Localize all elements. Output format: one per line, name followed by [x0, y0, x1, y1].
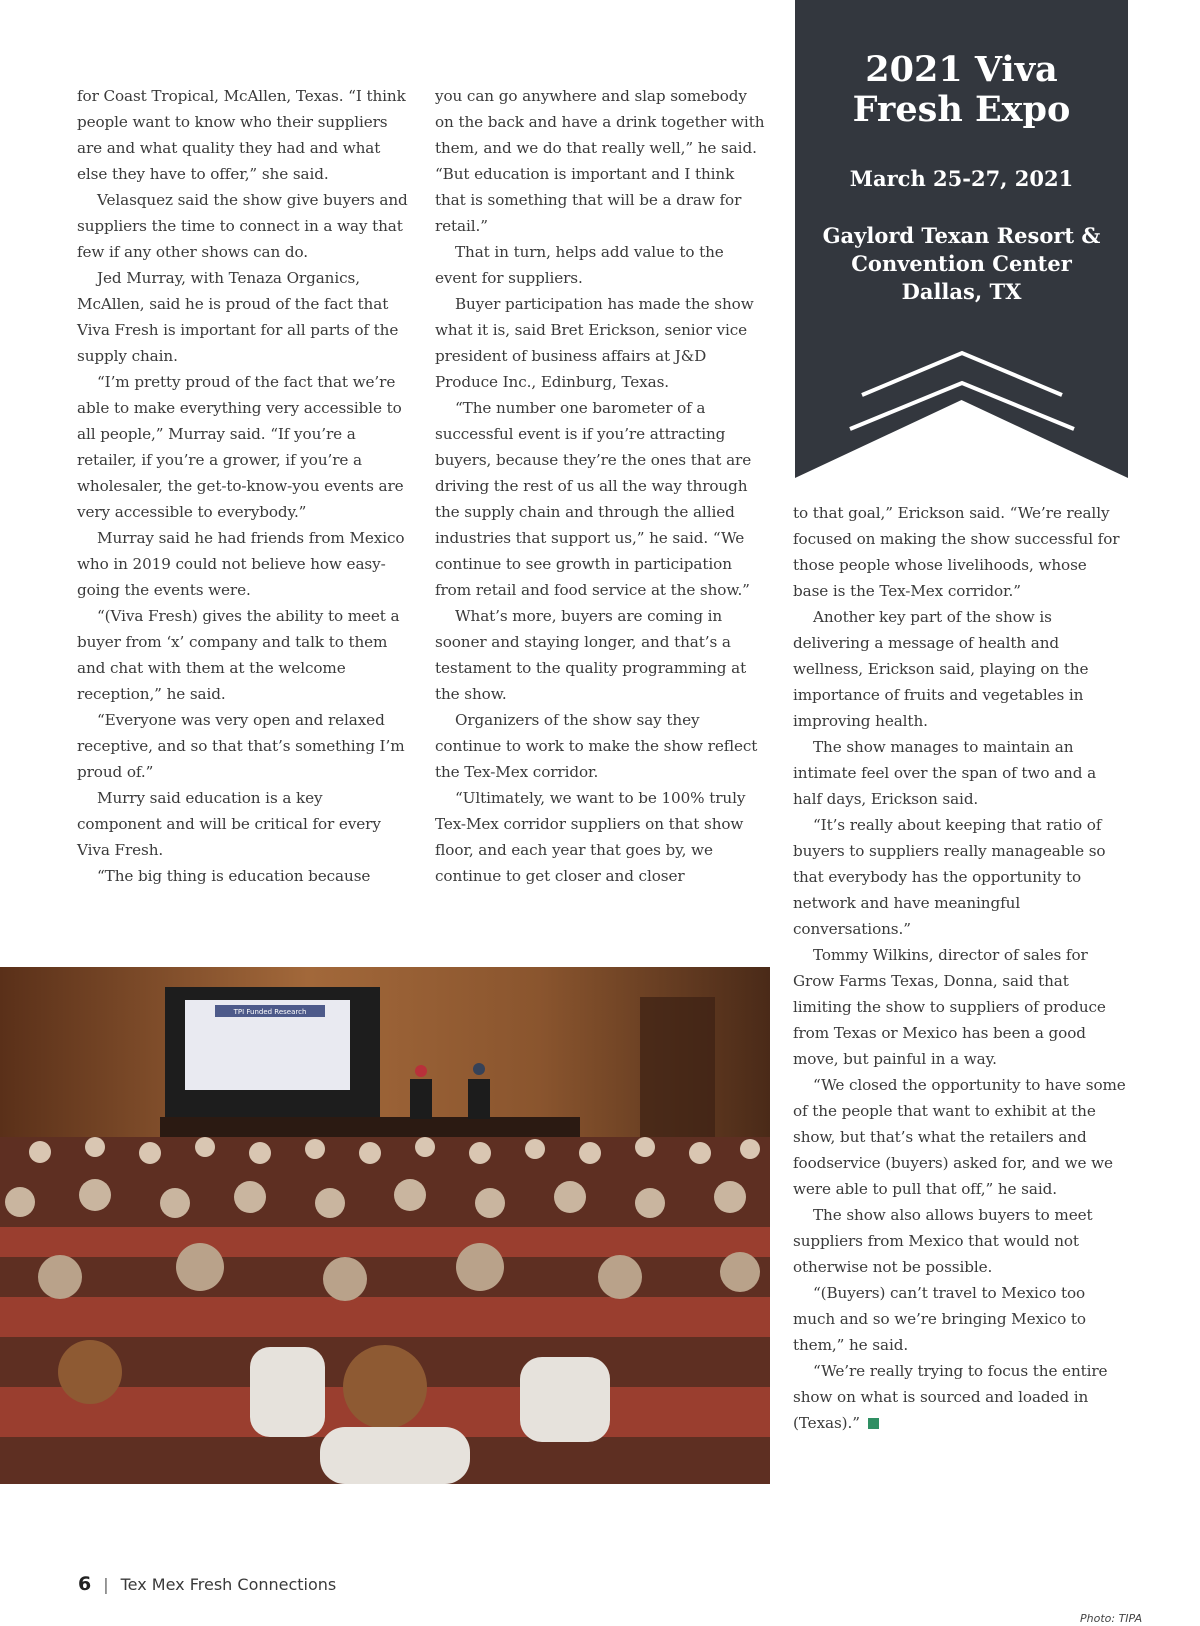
banner-dates: March 25-27, 2021	[849, 166, 1074, 191]
paragraph: Velasquez said the show give buyers and suppliers the time to connect in a way that few if any other shows can do.	[77, 191, 408, 261]
publication-name: Tex Mex Fresh Connections	[120, 1574, 337, 1594]
paragraph: Organizers of the show say they continue to work to make the show reflect the Tex-Mex corridor.	[435, 711, 758, 781]
article-column-3	[793, 500, 1126, 1436]
paragraph: “Ultimately, we want to be 100% truly Tex-Mex corridor suppliers on that show floor, and each year that goes by, we continue to get closer and closer	[435, 789, 746, 885]
paragraph: “I’m pretty proud of the fact that we’re able to make everything very accessible to all people,” Murray said. “If you’re a retailer, if you’re a grower, if you’re a wholesaler, the get-to-know-you events are very accessible to everybody.”	[77, 373, 404, 521]
paragraph: you can go anywhere and slap somebody on the back and have a drink together with them, and we do that really well,” he said. “But education is important and I think that is something that will be a draw for retail.”	[435, 87, 765, 235]
paragraph: The show manages to maintain an intimate feel over the span of two and a half days, Erickson said.	[793, 738, 1097, 808]
paragraph: to that goal,” Erickson said. “We’re really focused on making the show successful for those people whose livelihoods, whose base is the Tex-Mex corridor.”	[793, 504, 1120, 600]
paragraph: “Everyone was very open and relaxed receptive, and so that that’s something I’m proud of.”	[77, 711, 405, 781]
paragraph: “(Buyers) can’t travel to Mexico too much and so we’re bringing Mexico to them,” he said.	[793, 1284, 1086, 1354]
banner-title	[795, 50, 1128, 130]
double-chevron-icon	[848, 345, 1076, 435]
paragraph: Murray said he had friends from Mexico who in 2019 could not believe how easy-going the events were.	[77, 529, 405, 599]
banner-title-line: Fresh Expo	[852, 89, 1071, 130]
article-column-2	[435, 83, 768, 889]
paragraph: Murry said education is a key component and will be critical for every Viva Fresh.	[77, 789, 381, 859]
banner-venue	[795, 222, 1128, 306]
paragraph-text: “We’re really trying to focus the entire show on what is sourced and loaded in (Texas).”	[793, 1362, 1108, 1432]
screen-title: TPI Funded Research	[233, 1008, 307, 1016]
paragraph: “We closed the opportunity to have some of the people that want to exhibit at the show, but that’s what the retailers and foodservice (buyers) asked for, and we we were able to pull that off,” he said.	[793, 1076, 1126, 1198]
page-number: 6	[78, 1573, 92, 1595]
conference-audience-image	[0, 967, 770, 1484]
photo-credit: Photo: TIPA	[1080, 1612, 1143, 1625]
paragraph: That in turn, helps add value to the event for suppliers.	[435, 243, 724, 287]
paragraph: “The big thing is education because	[97, 867, 371, 885]
paragraph: The show also allows buyers to meet suppliers from Mexico that would not otherwise not be possible.	[793, 1206, 1093, 1276]
banner-title-line: 2021 Viva	[865, 49, 1058, 90]
venue-line: Gaylord Texan Resort &	[822, 223, 1101, 248]
paragraph	[793, 1358, 1126, 1436]
paragraph: “The number one barometer of a successful event is if you’re attracting buyers, because they’re the ones that are driving the rest of us all the way through the supply chain and through the allied industries that support us,” he said. “We continue to see growth in participation from retail and food service at the show.”	[435, 399, 752, 599]
end-of-article-mark	[868, 1418, 879, 1429]
paragraph: Tommy Wilkins, director of sales for Grow Farms Texas, Donna, said that limiting the show to suppliers of produce from Texas or Mexico has been a good move, but painful in a way.	[793, 946, 1106, 1068]
event-banner	[795, 0, 1128, 478]
paragraph: “(Viva Fresh) gives the ability to meet a buyer from ‘x’ company and talk to them and chat with them at the welcome reception,” he said.	[77, 607, 400, 703]
venue-line: Convention Center	[851, 251, 1072, 276]
footer-separator: |	[103, 1574, 109, 1594]
page-footer	[78, 1572, 336, 1596]
audience	[0, 1137, 770, 1484]
article-column-1	[77, 83, 410, 889]
paragraph: Another key part of the show is delivering a message of health and wellness, Erickson said, playing on the importance of fruits and vegetables in improving health.	[793, 608, 1089, 730]
paragraph: Jed Murray, with Tenaza Organics, McAllen, said he is proud of the fact that Viva Fresh is important for all parts of the supply chain.	[77, 269, 399, 365]
venue-line: Dallas, TX	[901, 279, 1022, 304]
paragraph: Buyer participation has made the show what it is, said Bret Erickson, senior vice president of business affairs at J&D Produce Inc., Edinburg, Texas.	[435, 295, 754, 391]
paragraph: What’s more, buyers are coming in sooner and staying longer, and that’s a testament to the quality programming at the show.	[435, 607, 747, 703]
conference-photo	[0, 967, 770, 1484]
paragraph: for Coast Tropical, McAllen, Texas. “I think people want to know who their suppliers are and what quality they had and what else they have to offer,” she said.	[77, 87, 406, 183]
paragraph: “It’s really about keeping that ratio of buyers to suppliers really manageable so that everybody has the opportunity to network and have meaningful conversations.”	[793, 816, 1106, 938]
